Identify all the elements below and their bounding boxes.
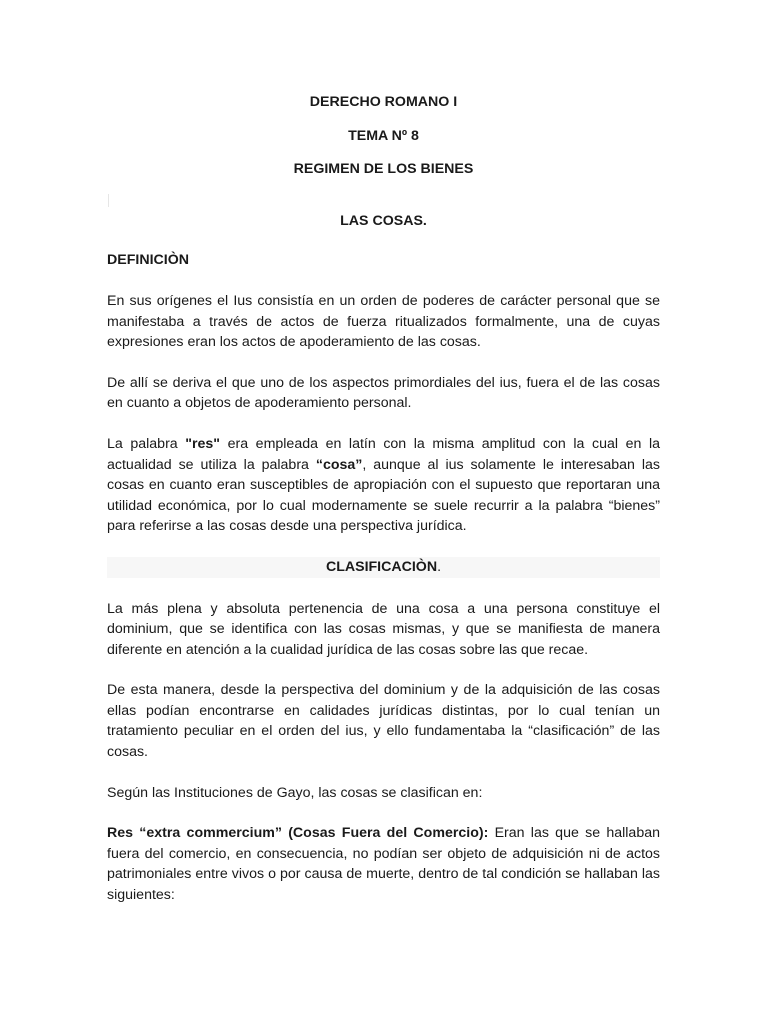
- classification-heading: [107, 557, 660, 578]
- p3-bold-cosa: “cosa”: [315, 456, 363, 473]
- p3-bold-res: "res": [185, 435, 221, 452]
- document-content: [107, 92, 660, 926]
- paragraph-6: Según las Instituciones de Gayo, las cosas se clasifican en:: [107, 784, 483, 801]
- definition-heading: DEFINICIÒN: [107, 252, 189, 269]
- document-title: DERECHO ROMANO I: [309, 94, 458, 110]
- paragraph-7: [107, 823, 660, 905]
- p7-bold-res-extra-commercium: Res “extra commercium” (Cosas Fuera del Comercio):: [107, 825, 489, 842]
- p7-text: Eran las que se hallaban fuera del comercio, en consecuencia, no podían ser objeto de adquisición ni de actos patrimoniales entre vivos o por causa de muerte, dentro de tal condición se hallaban las siguientes:: [107, 825, 660, 904]
- section-heading-cosas: LAS COSAS.: [340, 212, 427, 229]
- document-topic: TEMA Nº 8: [348, 127, 419, 144]
- p3-text-3: , aunque al ius solamente le interesaban las cosas en cuanto eran susceptibles de apropiación con el supuesto que reportaran una utilidad económica, por lo cual modernamente se suele recurrir a la palabra “bienes” para referirse a las cosas desde una perspectiva jurídica.: [107, 456, 660, 535]
- document-subtitle: REGIMEN DE LOS BIENES: [293, 161, 474, 178]
- p3-text-1: La palabra: [107, 435, 186, 452]
- classification-heading-dot: .: [437, 558, 442, 575]
- classification-heading-text: CLASIFICACIÒN: [325, 558, 438, 575]
- paragraph-3: [107, 434, 660, 537]
- paragraph-2: De allí se deriva el que uno de los aspectos primordiales del ius, fuera el de las cosas en cuanto a objetos de apoderamiento personal.: [107, 374, 660, 412]
- paragraph-5: De esta manera, desde la perspectiva del dominium y de la adquisición de las cosas ellas podían encontrarse en calidades jurídicas distintas, por lo cual tenían un tratamiento peculiar en el orden del ius, y ello fundamentaba la “clasificación” de las cosas.: [107, 682, 660, 761]
- paragraph-4: La más plena y absoluta pertenencia de una cosa a una persona constituye el dominium, que se identifica con las cosas mismas, y que se manifiesta de manera diferente en atención a la cualidad jurídica de las cosas sobre las que recae.: [107, 600, 660, 658]
- p3-text-2: era empleada en latín con la misma amplitud con la cual en la actualidad se utiliza la palabra: [107, 435, 660, 473]
- paragraph-1: En sus orígenes el Ius consistía en un orden de poderes de carácter personal que se manifestaba a través de actos de fuerza ritualizados formalmente, una de cuyas expresiones eran los actos de apoderamiento de las cosas.: [107, 292, 660, 351]
